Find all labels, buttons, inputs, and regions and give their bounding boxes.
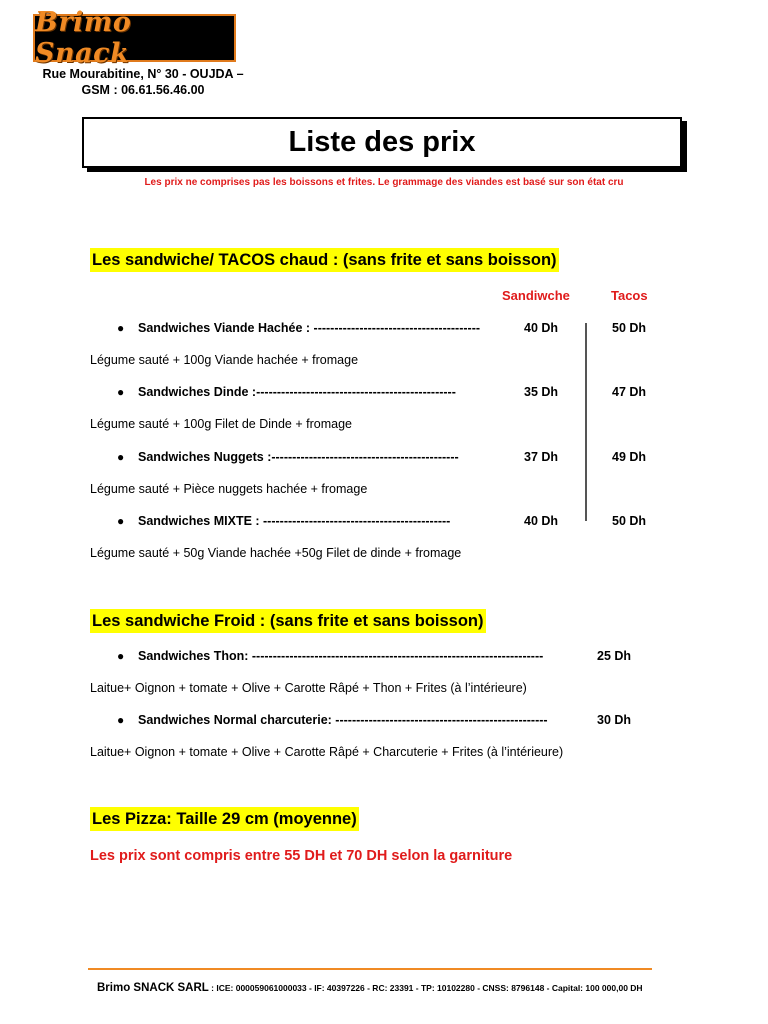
- page-title: Liste des prix: [288, 126, 476, 158]
- item-name: Sandwiches Thon: ----------------------------------------------------------------------: [138, 649, 544, 663]
- item-description: Laitue+ Oignon + tomate + Olive + Carotte Râpé + Charcuterie + Frites (à l’intérieure): [90, 745, 564, 759]
- pizza-price-note: Les prix sont compris entre 55 DH et 70 DH selon la garniture: [90, 848, 513, 864]
- section-heading-hot: Les sandwiche/ TACOS chaud : (sans frite et sans boisson): [90, 248, 559, 272]
- address-line: Rue Mourabitine, N° 30 - OUJDA –: [42, 67, 244, 81]
- sandwich-price: 37 Dh: [524, 450, 559, 464]
- footer-divider: [88, 968, 652, 970]
- phone-line: GSM : 06.61.56.46.00: [81, 83, 205, 97]
- menu-item: [117, 514, 450, 528]
- menu-item: [117, 649, 543, 663]
- bullet-icon: ●: [117, 514, 125, 528]
- column-divider: [585, 323, 587, 521]
- sandwich-price: 40 Dh: [524, 514, 559, 528]
- tacos-price: 47 Dh: [612, 385, 647, 399]
- menu-item: [117, 450, 459, 464]
- menu-item: [117, 321, 480, 335]
- item-description: Légume sauté + 100g Viande hachée + fromage: [90, 353, 359, 367]
- title-box: [82, 117, 682, 168]
- item-price: 25 Dh: [597, 649, 632, 663]
- sandwich-price: 40 Dh: [524, 321, 559, 335]
- footer: [97, 978, 643, 996]
- section-heading-pizza: Les Pizza: Taille 29 cm (moyenne): [90, 807, 359, 831]
- item-name: Sandwiches Dinde :------------------------------------------------: [138, 385, 456, 399]
- menu-item: [117, 713, 548, 727]
- tacos-price: 50 Dh: [612, 321, 647, 335]
- sandwich-price: 35 Dh: [524, 385, 559, 399]
- bullet-icon: ●: [117, 450, 125, 464]
- menu-item: [117, 385, 456, 399]
- item-name: Sandwiches Normal charcuterie: ---------------------------------------------------: [138, 713, 548, 727]
- item-description: Légume sauté + 100g Filet de Dinde + fromage: [90, 417, 352, 431]
- item-description: Laitue+ Oignon + tomate + Olive + Carotte Râpé + Thon + Frites (à l’intérieure): [90, 681, 527, 695]
- item-name: Sandwiches Nuggets :---------------------------------------------: [138, 450, 459, 464]
- section-heading-cold: Les sandwiche Froid : (sans frite et sans boisson): [90, 609, 486, 633]
- column-header-sandwich: Sandiwche: [502, 288, 570, 303]
- column-header-tacos: Tacos: [611, 288, 648, 303]
- bullet-icon: ●: [117, 713, 125, 727]
- logo-text: Brimo Snack: [35, 7, 132, 69]
- item-description: Légume sauté + 50g Viande hachée +50g Filet de dinde + fromage: [90, 546, 462, 560]
- footer-company: Brimo SNACK SARL: [97, 982, 209, 994]
- footer-details: : ICE: 000059061000033 - IF: 40397226 - RC: 23391 - TP: 10102280 - CNSS: 8796148 - Capital: 100 000,00 DH: [208, 983, 643, 993]
- bullet-icon: ●: [117, 385, 125, 399]
- bullet-icon: ●: [117, 321, 125, 335]
- item-name: Sandwiches MIXTE : ---------------------------------------------: [138, 514, 451, 528]
- tacos-price: 49 Dh: [612, 450, 647, 464]
- bullet-icon: ●: [117, 649, 125, 663]
- item-description: Légume sauté + Pièce nuggets hachée + fromage: [90, 482, 368, 496]
- item-price: 30 Dh: [597, 713, 632, 727]
- price-note: Les prix ne comprises pas les boissons et frites. Le grammage des viandes est basé sur son état cru: [144, 177, 624, 188]
- brand-logo: [33, 7, 236, 69]
- tacos-price: 50 Dh: [612, 514, 647, 528]
- item-name: Sandwiches Viande Hachée : ----------------------------------------: [138, 321, 481, 335]
